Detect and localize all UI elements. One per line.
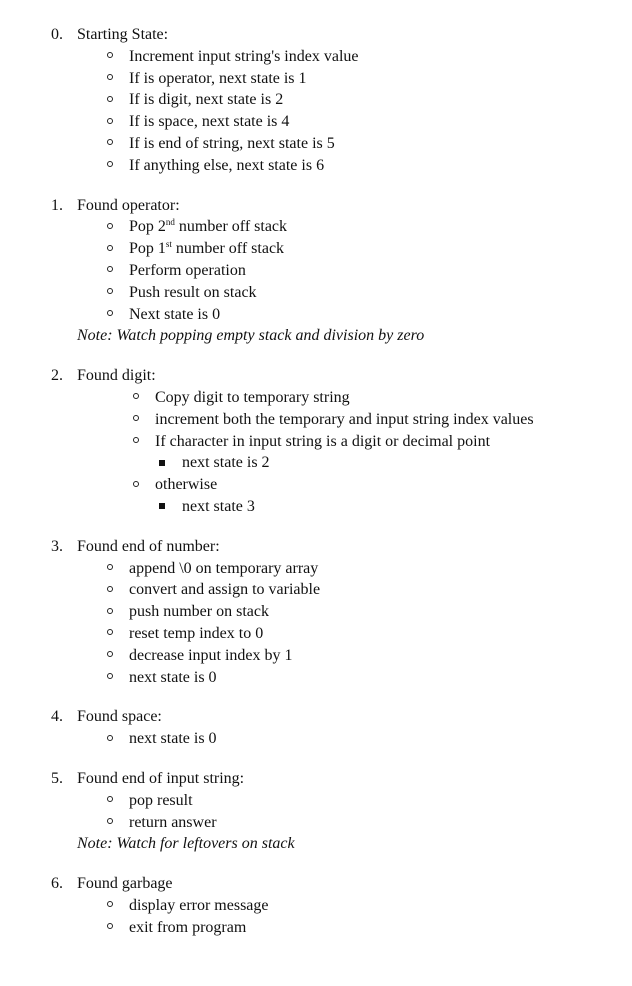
hollow-bullet-icon [107,673,113,679]
hollow-bullet-icon [133,437,139,443]
list-item-text: append \0 on temporary array [129,559,319,577]
list-item [0,623,632,645]
state-title: Starting State: [77,26,169,43]
sub-list-item [0,496,632,518]
state-4-section [0,706,632,750]
pop-suffix: number off stack [171,240,285,258]
list-item-text: Copy digit to temporary string [155,388,350,406]
hollow-bullet-icon [107,139,113,145]
list-item [0,260,632,282]
state-5-heading [0,768,632,790]
hollow-bullet-icon [107,735,113,741]
state-number: 2. [51,367,63,385]
list-item-text: exit from program [129,918,247,936]
hollow-bullet-icon [107,901,113,907]
pop-prefix: Pop 2 [129,218,166,236]
hollow-bullet-icon [133,415,139,421]
hollow-bullet-icon [107,796,113,802]
hollow-bullet-icon [107,586,113,592]
list-item-text: If character in input string is a digit or decimal point [155,432,491,450]
state-number: 3. [51,537,63,555]
state-2-heading [0,365,632,387]
hollow-bullet-icon [133,481,139,487]
square-bullet-icon [159,460,165,466]
document [0,24,632,956]
list-item-text: convert and assign to variable [129,581,321,599]
state-5-section [0,768,632,855]
list-item [0,238,632,260]
list-item-text: next state is 0 [129,730,217,748]
hollow-bullet-icon [107,629,113,635]
pop-suffix: number off stack [174,218,288,236]
state-title: Found garbage [77,875,173,893]
list-item [0,89,632,111]
list-item [0,304,632,326]
list-item-text: If is end of string, next state is 5 [129,134,335,152]
list-item [0,728,632,750]
list-item [0,68,632,90]
list-item [0,601,632,623]
hollow-bullet-icon [107,608,113,614]
state-title: Found space: [77,708,162,726]
list-item-text: pop result [129,791,193,809]
state-number: 4. [51,708,63,726]
list-item [0,474,632,496]
list-item [0,111,632,133]
state-6-section [0,873,632,938]
note-line [0,833,632,855]
list-item [0,558,632,580]
list-item-text: If is digit, next state is 2 [129,91,284,109]
hollow-bullet-icon [107,818,113,824]
hollow-bullet-icon [107,923,113,929]
list-item [0,645,632,667]
list-item-text [129,238,284,260]
hollow-bullet-icon [107,310,113,316]
hollow-bullet-icon [107,96,113,102]
list-item [0,431,632,453]
note-text: Note: Watch for leftovers on stack [77,835,295,853]
pop-prefix: Pop 1 [129,240,166,258]
note-line [0,325,632,347]
list-item-text: next state is 0 [129,668,217,686]
hollow-bullet-icon [107,118,113,124]
list-item-text: decrease input index by 1 [129,646,293,664]
list-item [0,155,632,177]
state-number: 1. [51,196,63,214]
list-item [0,282,632,304]
list-item-text: If is operator, next state is 1 [129,69,307,87]
hollow-bullet-icon [107,651,113,657]
list-item [0,790,632,812]
state-3-section [0,536,632,689]
list-item [0,895,632,917]
list-item-text: return answer [129,813,217,831]
hollow-bullet-icon [107,245,113,251]
hollow-bullet-icon [107,161,113,167]
list-item-text: If is space, next state is 4 [129,113,290,131]
state-1-heading [0,195,632,217]
hollow-bullet-icon [107,266,113,272]
state-2-section [0,365,632,518]
hollow-bullet-icon [107,74,113,80]
hollow-bullet-icon [107,288,113,294]
note-text: Note: Watch popping empty stack and division by zero [77,327,425,345]
ordinal-superscript: nd [165,217,175,228]
state-title: Found digit: [77,367,156,385]
list-item [0,667,632,689]
list-item-text: Next state is 0 [129,305,221,323]
state-1-section [0,195,632,348]
list-item-text: If anything else, next state is 6 [129,156,325,174]
hollow-bullet-icon [107,52,113,58]
list-item [0,812,632,834]
ordinal-superscript: st [165,239,172,250]
list-item-text: next state 3 [182,497,255,515]
list-item [0,579,632,601]
list-item-text [129,216,287,238]
square-bullet-icon [159,503,165,509]
list-item-text: display error message [129,896,269,914]
list-item-text: reset temp index to 0 [129,624,264,642]
list-item-text: Increment input string's index value [129,47,359,65]
list-item-text: otherwise [155,476,218,494]
state-6-heading [0,873,632,895]
hollow-bullet-icon [107,223,113,229]
list-item-text: increment both the temporary and input string index values [155,410,534,428]
list-item [0,409,632,431]
list-item-text: push number on stack [129,603,269,621]
list-item [0,46,632,68]
state-3-heading [0,536,632,558]
state-0-section [0,24,632,177]
list-item [0,133,632,155]
state-number: 6. [51,875,63,893]
state-title: Found end of input string: [77,769,245,787]
sub-list-item [0,452,632,474]
state-4-heading [0,706,632,728]
state-number: 0. [51,26,63,43]
hollow-bullet-icon [133,393,139,399]
list-item [0,387,632,409]
list-item [0,917,632,939]
state-number: 5. [51,769,63,787]
state-0-heading [0,24,632,46]
hollow-bullet-icon [107,564,113,570]
list-item [0,216,632,238]
state-title: Found end of number: [77,537,220,555]
list-item-text: next state is 2 [182,454,270,472]
list-item-text: Push result on stack [129,283,257,301]
list-item-text: Perform operation [129,261,246,279]
state-title: Found operator: [77,196,180,214]
